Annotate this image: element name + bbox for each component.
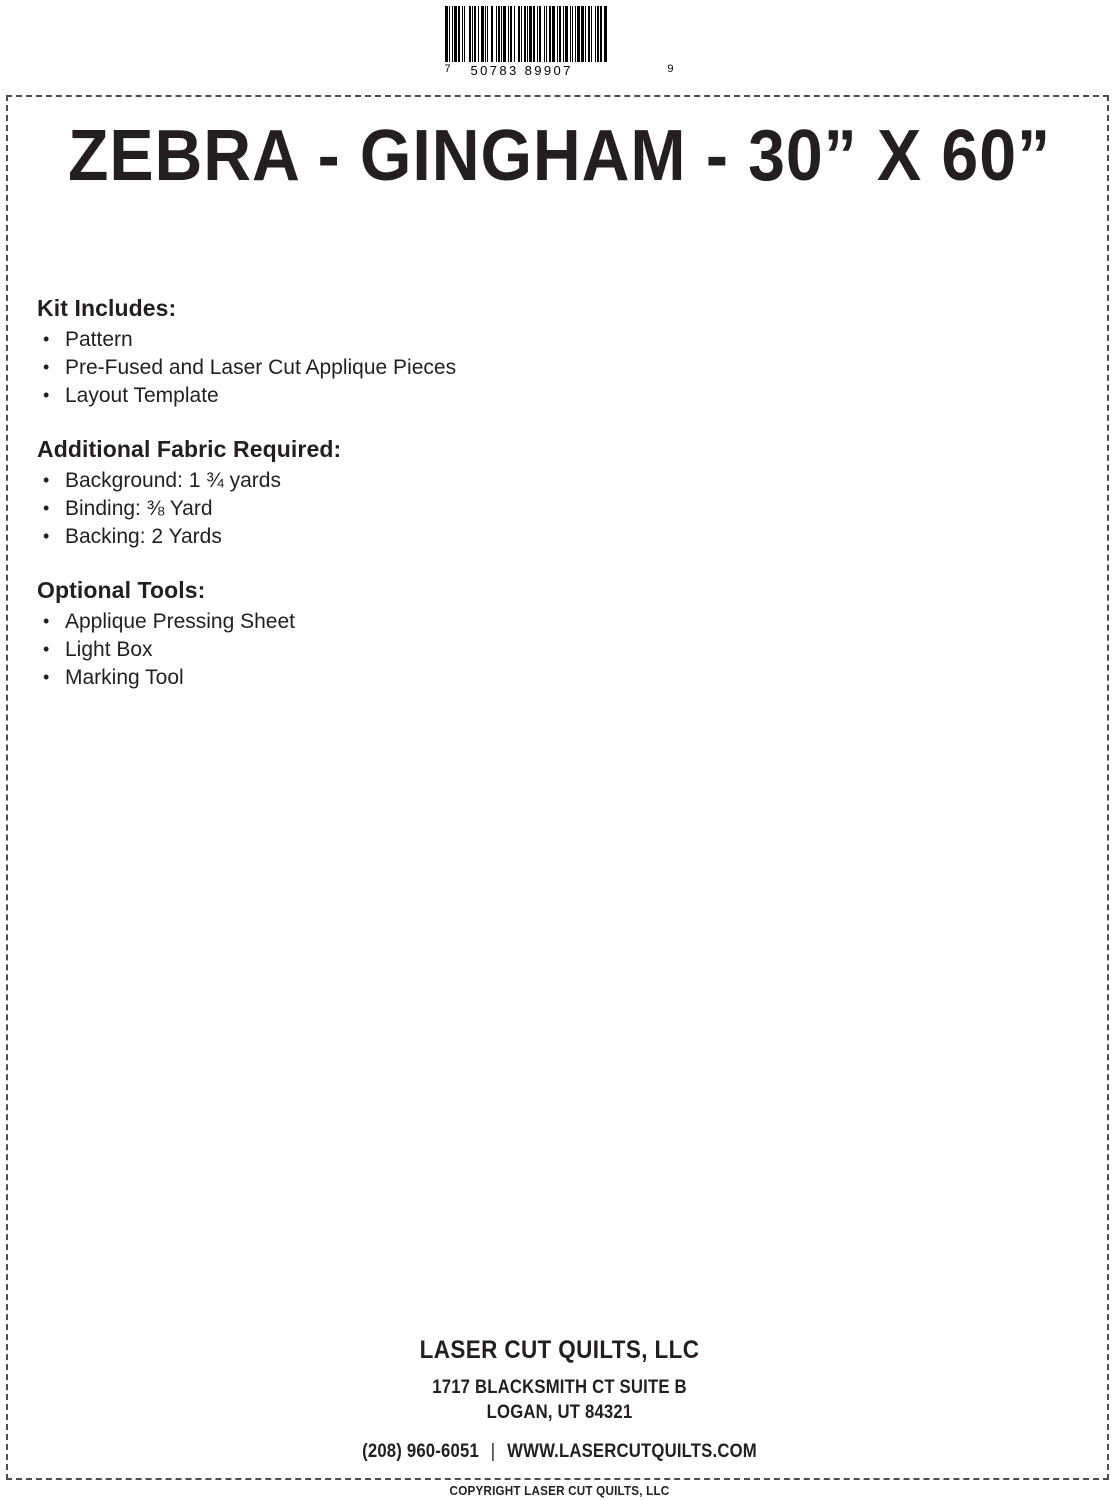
website-link[interactable]: WWW.LASERCUTQUILTS.COM xyxy=(507,1441,757,1462)
page-title: ZEBRA - GINGHAM - 30” X 60” xyxy=(68,116,1051,196)
barcode-digit-left: 7 xyxy=(444,63,452,75)
address-line-2: LOGAN, UT 84321 xyxy=(486,1402,633,1423)
address-line-1: 1717 BLACKSMITH CT SUITE B xyxy=(432,1377,687,1398)
list-item: • Pre-Fused and Laser Cut Applique Pieces xyxy=(37,354,937,382)
list-item: • Layout Template xyxy=(37,382,937,410)
additional-fabric-list xyxy=(37,467,937,551)
barcode-block xyxy=(0,6,1119,79)
contact-separator: | xyxy=(490,1441,496,1462)
copyright-notice: COPYRIGHT LASER CUT QUILTS, LLC xyxy=(449,1483,670,1498)
list-item: • Binding: ⅜ Yard xyxy=(37,495,937,523)
section-heading: Additional Fabric Required: xyxy=(37,436,342,462)
barcode-icon xyxy=(445,6,675,62)
section-heading: Optional Tools: xyxy=(37,577,206,603)
list-item: • Marking Tool xyxy=(37,664,937,692)
list-item: • Pattern xyxy=(37,326,937,354)
optional-tools-list xyxy=(37,608,937,692)
phone-number: (208) 960-6051 xyxy=(362,1441,479,1462)
section-optional-tools xyxy=(37,577,937,692)
barcode-digit-right: 9 xyxy=(667,63,675,75)
barcode-digits-middle: 50783 89907 xyxy=(470,63,573,78)
section-additional-fabric xyxy=(37,436,937,551)
content-area xyxy=(37,295,937,718)
list-item: • Light Box xyxy=(37,636,937,664)
company-name: LASER CUT QUILTS, LLC xyxy=(419,1336,700,1364)
section-heading: Kit Includes: xyxy=(37,295,177,321)
footer xyxy=(0,1336,1119,1463)
kit-includes-list xyxy=(37,326,937,410)
list-item: • Background: 1 ¾ yards xyxy=(37,467,937,495)
barcode-digits xyxy=(445,63,675,79)
list-item: • Applique Pressing Sheet xyxy=(37,608,937,636)
contact-line xyxy=(67,1441,1052,1463)
list-item: • Backing: 2 Yards xyxy=(37,523,937,551)
barcode-wrapper xyxy=(445,6,675,79)
section-kit-includes xyxy=(37,295,937,410)
